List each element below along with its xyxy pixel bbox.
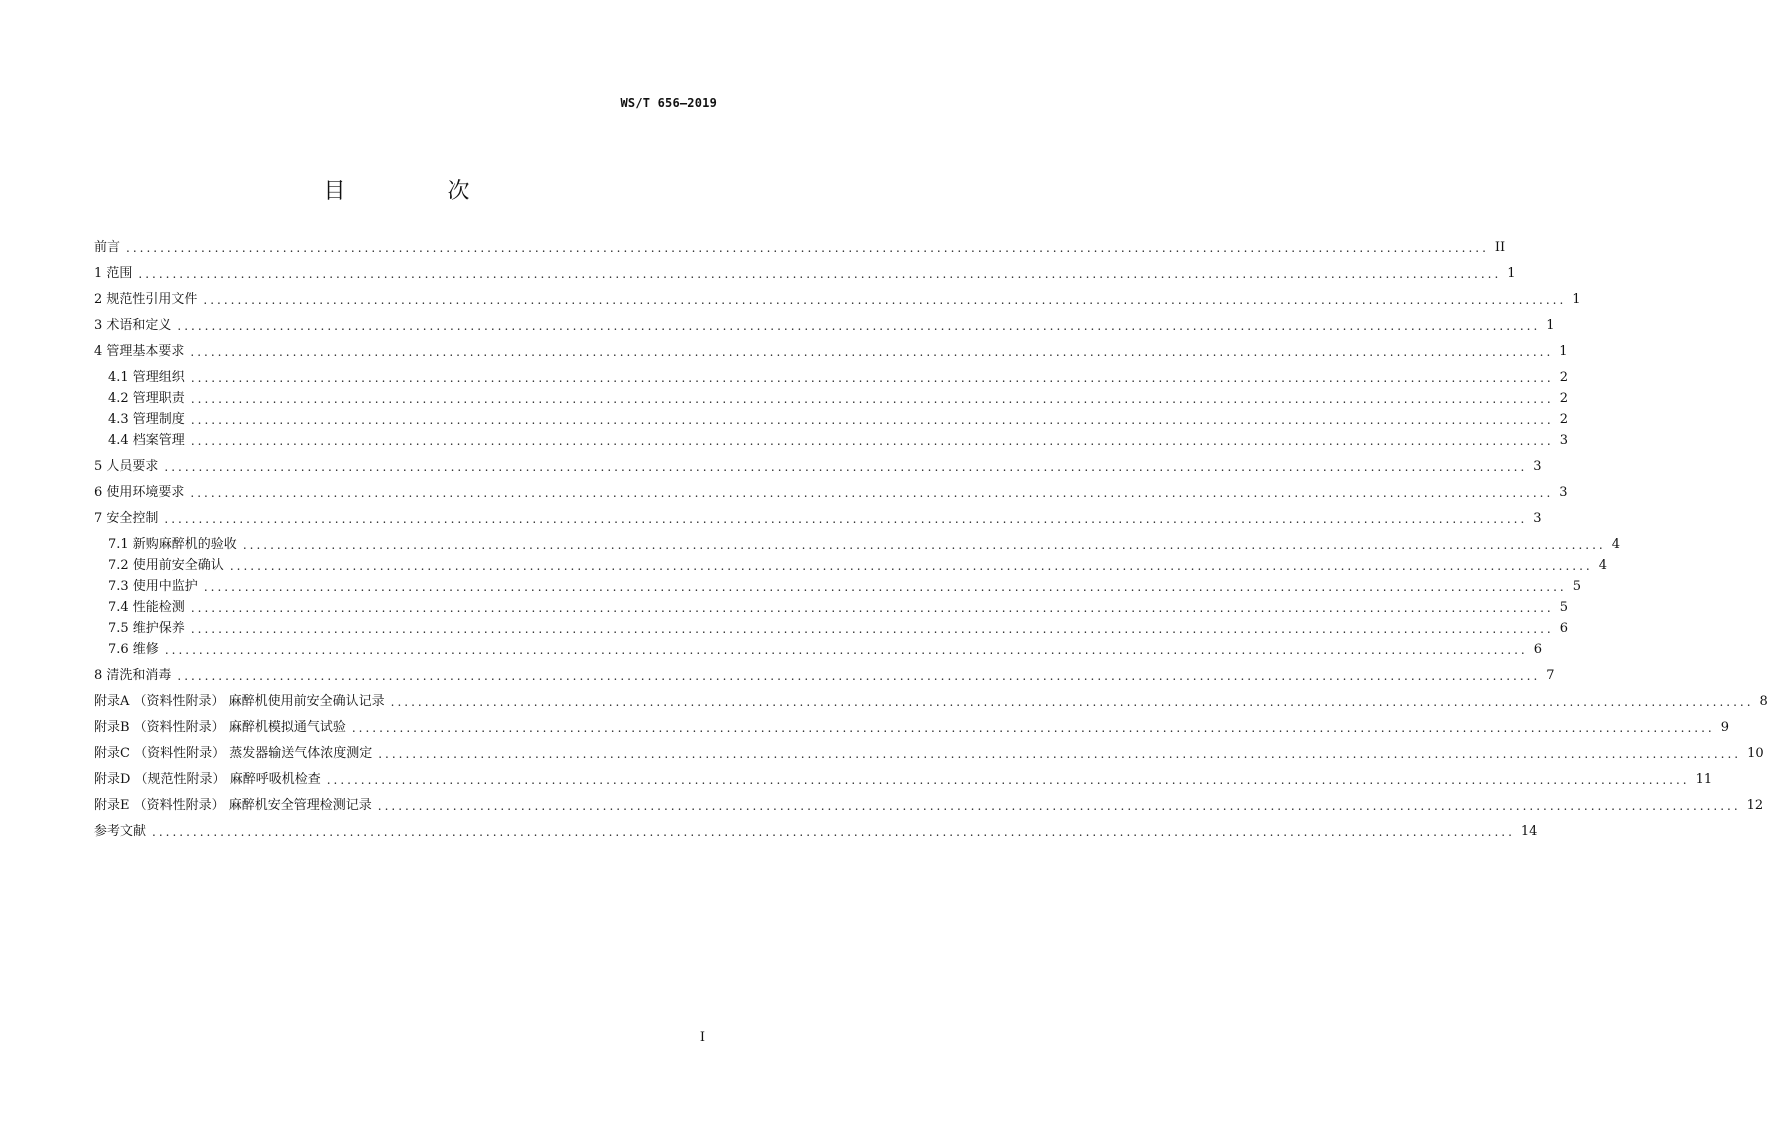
toc-entry-page: 1 bbox=[1507, 266, 1516, 281]
toc-entry[interactable] bbox=[94, 316, 1555, 336]
dot-leader: ........................................................................................................................................................................................................ bbox=[152, 825, 1515, 839]
toc-entry[interactable] bbox=[108, 556, 1607, 576]
toc-entry-page: II bbox=[1494, 240, 1506, 255]
toc-entry-page: 4 bbox=[1611, 537, 1620, 552]
toc-entry[interactable] bbox=[108, 577, 1581, 597]
toc-entry-label: 6 使用环境要求 bbox=[94, 485, 185, 500]
dot-leader: ........................................................................................................................................................................................................ bbox=[190, 601, 1554, 615]
toc-entry-page: 2 bbox=[1559, 412, 1568, 427]
toc-entry-label: 4.3 管理制度 bbox=[108, 412, 185, 427]
toc-entry-label: 4.1 管理组织 bbox=[108, 370, 185, 385]
toc-entry[interactable] bbox=[94, 290, 1581, 310]
toc-entry[interactable] bbox=[108, 389, 1568, 409]
toc-entry[interactable] bbox=[94, 264, 1516, 284]
dot-leader: ........................................................................................................................................................................................................ bbox=[164, 643, 1528, 657]
toc-entry-page: 14 bbox=[1520, 824, 1538, 839]
dot-leader: ........................................................................................................................................................................................................ bbox=[229, 559, 1593, 573]
toc-entry-page: 1 bbox=[1572, 292, 1581, 307]
page-title: 目 次 bbox=[323, 179, 510, 204]
toc-entry-label: 附录C （资料性附录） 蒸发器输送气体浓度测定 bbox=[94, 746, 373, 761]
toc-entry-label: 7.6 维修 bbox=[108, 642, 159, 657]
toc-entry-label: 1 范围 bbox=[94, 266, 133, 281]
toc-entry-page: 1 bbox=[1546, 318, 1555, 333]
dot-leader: ........................................................................................................................................................................................................ bbox=[190, 486, 1554, 500]
dot-leader: ........................................................................................................................................................................................................ bbox=[351, 721, 1715, 735]
dot-leader: ........................................................................................................................................................................................................ bbox=[190, 371, 1554, 385]
dot-leader: ........................................................................................................................................................................................................ bbox=[126, 241, 1489, 255]
toc-entry[interactable] bbox=[94, 744, 1764, 764]
toc-entry[interactable] bbox=[94, 483, 1568, 503]
toc-entry[interactable] bbox=[108, 410, 1568, 430]
toc-entry-page: 10 bbox=[1747, 746, 1764, 761]
toc-entry-label: 4 管理基本要求 bbox=[94, 344, 185, 359]
dot-leader: ........................................................................................................................................................................................................ bbox=[203, 293, 1567, 307]
toc-entry[interactable] bbox=[108, 640, 1542, 660]
toc-entry-page: 11 bbox=[1695, 772, 1713, 787]
toc-entry-page: 3 bbox=[1559, 433, 1568, 448]
toc-entry-label: 3 术语和定义 bbox=[94, 318, 172, 333]
toc-entry-label: 7.5 维护保养 bbox=[108, 621, 185, 636]
toc-entry[interactable] bbox=[108, 431, 1568, 451]
toc-entry[interactable] bbox=[94, 718, 1729, 738]
dot-leader: ........................................................................................................................................................................................................ bbox=[190, 392, 1554, 406]
toc-entry-label: 7.1 新购麻醉机的验收 bbox=[108, 537, 237, 552]
toc-entry-label: 5 人员要求 bbox=[94, 459, 159, 474]
toc-entry-label: 附录A （资料性附录） 麻醉机使用前安全确认记录 bbox=[94, 694, 385, 709]
dot-leader: ........................................................................................................................................................................................................ bbox=[390, 695, 1754, 709]
dot-leader: ........................................................................................................................................................................................................ bbox=[378, 747, 1742, 761]
toc-entry[interactable] bbox=[94, 509, 1542, 529]
dot-leader: ........................................................................................................................................................................................................ bbox=[190, 622, 1554, 636]
toc-entry-page: 5 bbox=[1572, 579, 1581, 594]
standard-code: WS/T 656—2019 bbox=[620, 96, 717, 110]
toc-entry-label: 2 规范性引用文件 bbox=[94, 292, 198, 307]
toc-entry[interactable] bbox=[108, 619, 1568, 639]
toc-entry[interactable] bbox=[108, 368, 1568, 388]
toc-entry[interactable] bbox=[108, 598, 1568, 618]
dot-leader: ........................................................................................................................................................................................................ bbox=[242, 538, 1606, 552]
toc-entry-label: 附录D （规范性附录） 麻醉呼吸机检查 bbox=[94, 772, 321, 787]
page-number: I bbox=[699, 1030, 705, 1045]
dot-leader: ........................................................................................................................................................................................................ bbox=[190, 413, 1554, 427]
toc-entry[interactable] bbox=[94, 692, 1768, 712]
dot-leader: ........................................................................................................................................................................................................ bbox=[177, 319, 1541, 333]
toc-entry[interactable] bbox=[94, 770, 1713, 790]
toc-entry[interactable] bbox=[94, 238, 1506, 258]
toc-entry-page: 6 bbox=[1533, 642, 1542, 657]
toc-entry-label: 8 清洗和消毒 bbox=[94, 668, 172, 683]
toc-entry[interactable] bbox=[94, 796, 1764, 816]
dot-leader: ........................................................................................................................................................................................................ bbox=[190, 434, 1554, 448]
toc-entry-page: 2 bbox=[1559, 391, 1568, 406]
dot-leader: ........................................................................................................................................................................................................ bbox=[190, 345, 1554, 359]
toc-entry-label: 附录E （资料性附录） 麻醉机安全管理检测记录 bbox=[94, 798, 372, 813]
toc-entry-page: 3 bbox=[1533, 511, 1542, 526]
toc-entry-page: 5 bbox=[1559, 600, 1568, 615]
toc-entry-page: 7 bbox=[1546, 668, 1555, 683]
toc-entry-page: 3 bbox=[1533, 459, 1542, 474]
toc-entry-label: 7.4 性能检测 bbox=[108, 600, 185, 615]
toc-entry[interactable] bbox=[94, 342, 1568, 362]
toc-entry-label: 7.3 使用中监护 bbox=[108, 579, 198, 594]
toc-entry-page: 12 bbox=[1746, 798, 1764, 813]
toc-entry[interactable] bbox=[94, 822, 1538, 842]
toc-entry[interactable] bbox=[94, 666, 1555, 686]
toc-entry-page: 6 bbox=[1559, 621, 1568, 636]
toc-entry-page: 3 bbox=[1559, 485, 1568, 500]
toc-entry-label: 7.2 使用前安全确认 bbox=[108, 558, 224, 573]
dot-leader: ........................................................................................................................................................................................................ bbox=[164, 460, 1528, 474]
dot-leader: ........................................................................................................................................................................................................ bbox=[203, 580, 1567, 594]
toc-entry-page: 2 bbox=[1559, 370, 1568, 385]
dot-leader: ........................................................................................................................................................................................................ bbox=[164, 512, 1528, 526]
dot-leader: ........................................................................................................................................................................................................ bbox=[326, 773, 1690, 787]
dot-leader: ........................................................................................................................................................................................................ bbox=[177, 669, 1541, 683]
toc-entry-label: 参考文献 bbox=[94, 824, 147, 839]
toc-entry[interactable] bbox=[108, 535, 1620, 555]
dot-leader: ........................................................................................................................................................................................................ bbox=[377, 799, 1741, 813]
toc-entry-label: 附录B （资料性附录） 麻醉机模拟通气试验 bbox=[94, 720, 346, 735]
toc-entry[interactable] bbox=[94, 457, 1542, 477]
toc-entry-page: 1 bbox=[1559, 344, 1568, 359]
toc-entry-label: 4.4 档案管理 bbox=[108, 433, 185, 448]
toc-entry-page: 9 bbox=[1720, 720, 1729, 735]
dot-leader: ........................................................................................................................................................................................................ bbox=[138, 267, 1502, 281]
toc-entry-label: 前言 bbox=[94, 240, 121, 255]
toc-entry-label: 7 安全控制 bbox=[94, 511, 159, 526]
toc-entry-label: 4.2 管理职责 bbox=[108, 391, 185, 406]
toc-entry-page: 8 bbox=[1759, 694, 1768, 709]
toc-entry-page: 4 bbox=[1598, 558, 1607, 573]
